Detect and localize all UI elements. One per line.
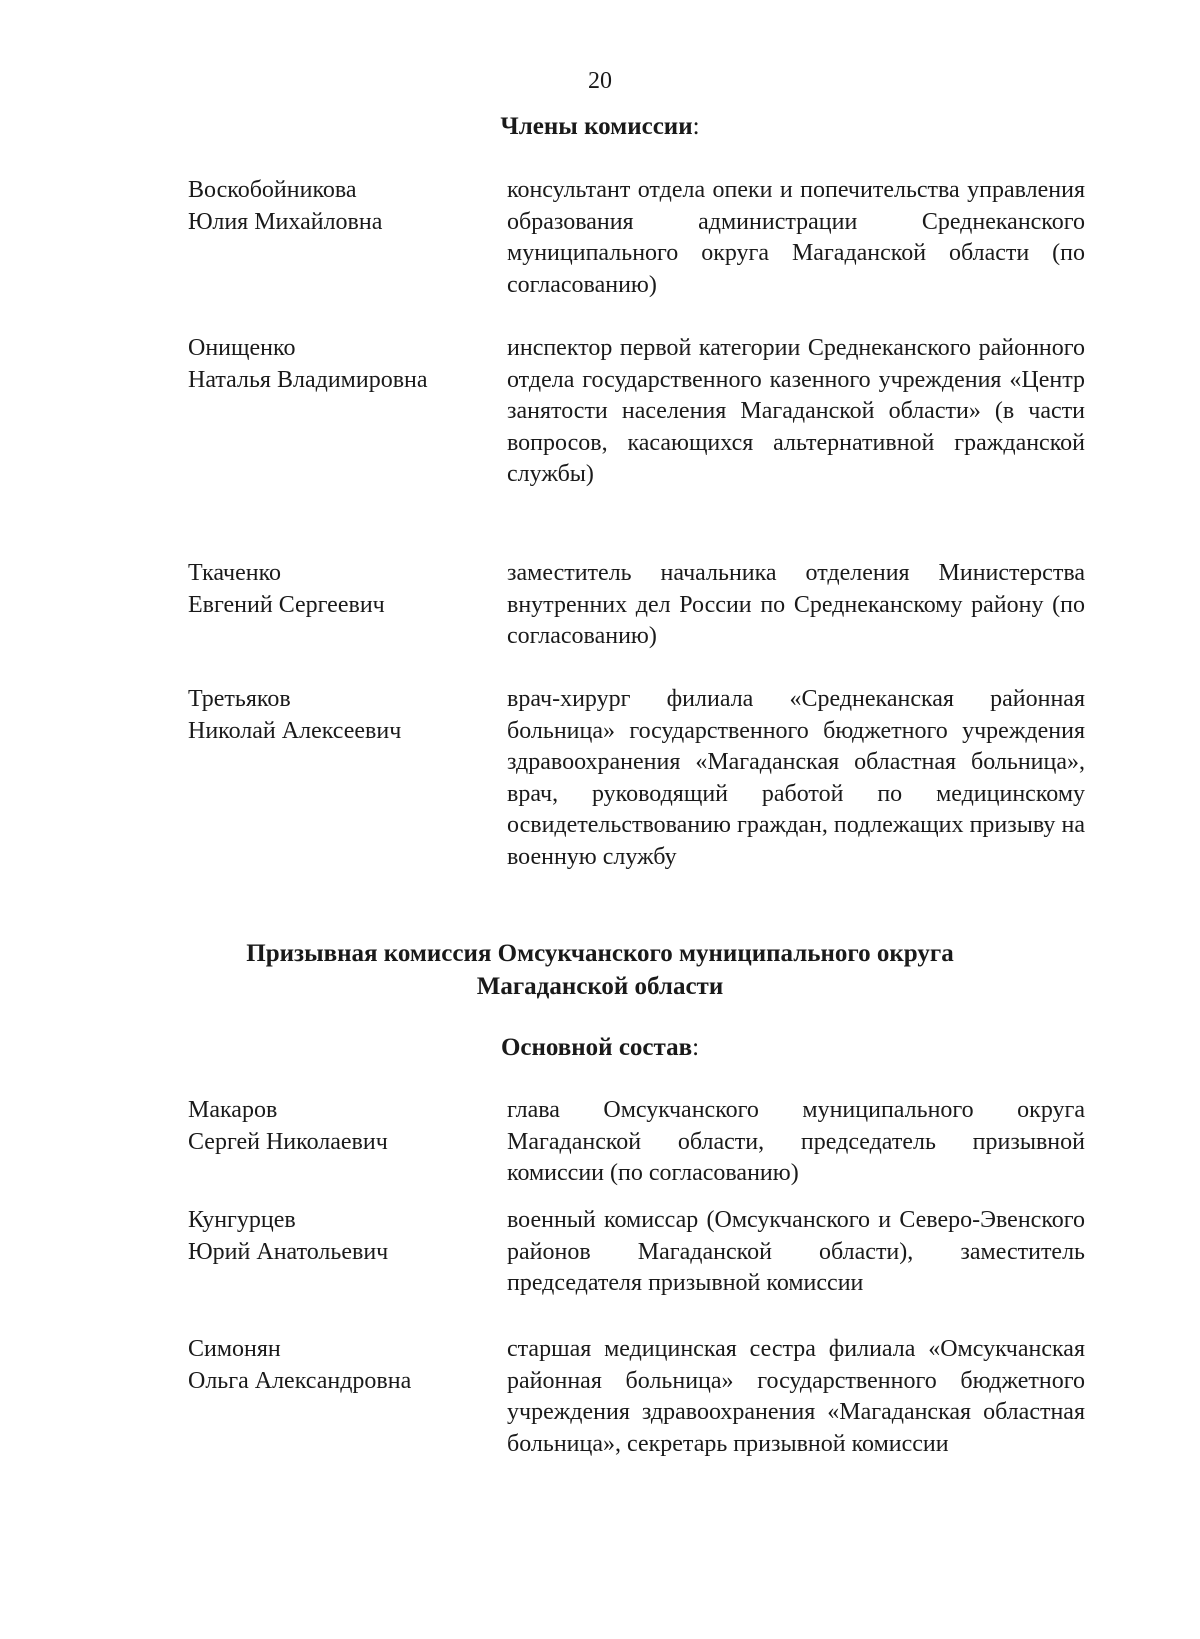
members-heading-colon: :	[692, 113, 700, 140]
member-name	[188, 684, 478, 747]
member-given-names: Евгений Сергеевич	[188, 591, 385, 618]
member-surname: Ткаченко	[188, 560, 282, 586]
member-name	[188, 333, 478, 396]
member-role: глава Омсукчанского муниципального округа Магаданской области, председатель призывной комиссии (по согласованию)	[507, 1097, 1085, 1186]
member-role: врач-хирург филиала «Среднеканская районная больница» государственного бюджетного учреждения здравоохранения «Магаданская областная больница», врач, руководящий работой по медицинскому освидетельствованию граждан, подлежащих призыву на военную службу	[507, 686, 1085, 870]
member-given-names: Сергей Николаевич	[188, 1128, 388, 1155]
member-role: старшая медицинская сестра филиала «Омсукчанская районная больница» государственного бюджетного учреждения здравоохранения «Магаданская областная больница», секретарь призывной комиссии	[507, 1336, 1085, 1457]
member-surname: Онищенко	[188, 335, 296, 361]
member-surname: Симонян	[188, 1336, 281, 1362]
member-name	[188, 558, 478, 621]
page-number: 20	[588, 68, 612, 94]
member-name	[188, 175, 478, 238]
member-surname: Воскобойникова	[188, 177, 357, 203]
member-surname: Кунгурцев	[188, 1207, 296, 1233]
member-surname: Макаров	[188, 1097, 278, 1123]
commission-heading-line1: Призывная комиссия Омсукчанского муниципального округа	[246, 940, 954, 967]
member-given-names: Наталья Владимировна	[188, 366, 428, 393]
main-heading-title: Основной состав	[500, 1034, 693, 1061]
member-name	[188, 1205, 478, 1268]
main-heading-colon: :	[692, 1034, 700, 1061]
member-role: военный комиссар (Омсукчанского и Северо-Эвенского районов Магаданской области), заместитель председателя призывной комиссии	[507, 1207, 1085, 1296]
members-heading	[0, 111, 1200, 143]
member-given-names: Ольга Александровна	[188, 1367, 412, 1394]
member-name	[188, 1334, 478, 1397]
members-heading-title: Члены комиссии	[500, 113, 693, 140]
commission-heading	[0, 937, 1200, 1003]
member-given-names: Николай Алексеевич	[188, 717, 402, 744]
member-surname: Третьяков	[188, 686, 291, 712]
member-role: инспектор первой категории Среднеканского районного отдела государственного казенного учреждения «Центр занятости населения Магаданской области» (в части вопросов, касающихся альтернативной гражданской службы)	[507, 335, 1085, 487]
member-role: консультант отдела опеки и попечительства управления образования администрации Среднеканского муниципального округа Магаданской области (по согласованию)	[507, 177, 1085, 298]
main-composition-heading	[0, 1032, 1200, 1064]
member-given-names: Юрий Анатольевич	[188, 1238, 389, 1265]
member-role: заместитель начальника отделения Министерства внутренних дел России по Среднеканскому району (по согласованию)	[507, 560, 1085, 649]
member-name	[188, 1095, 478, 1158]
commission-heading-line2: Магаданской области	[476, 973, 724, 1000]
member-given-names: Юлия Михайловна	[188, 208, 383, 235]
